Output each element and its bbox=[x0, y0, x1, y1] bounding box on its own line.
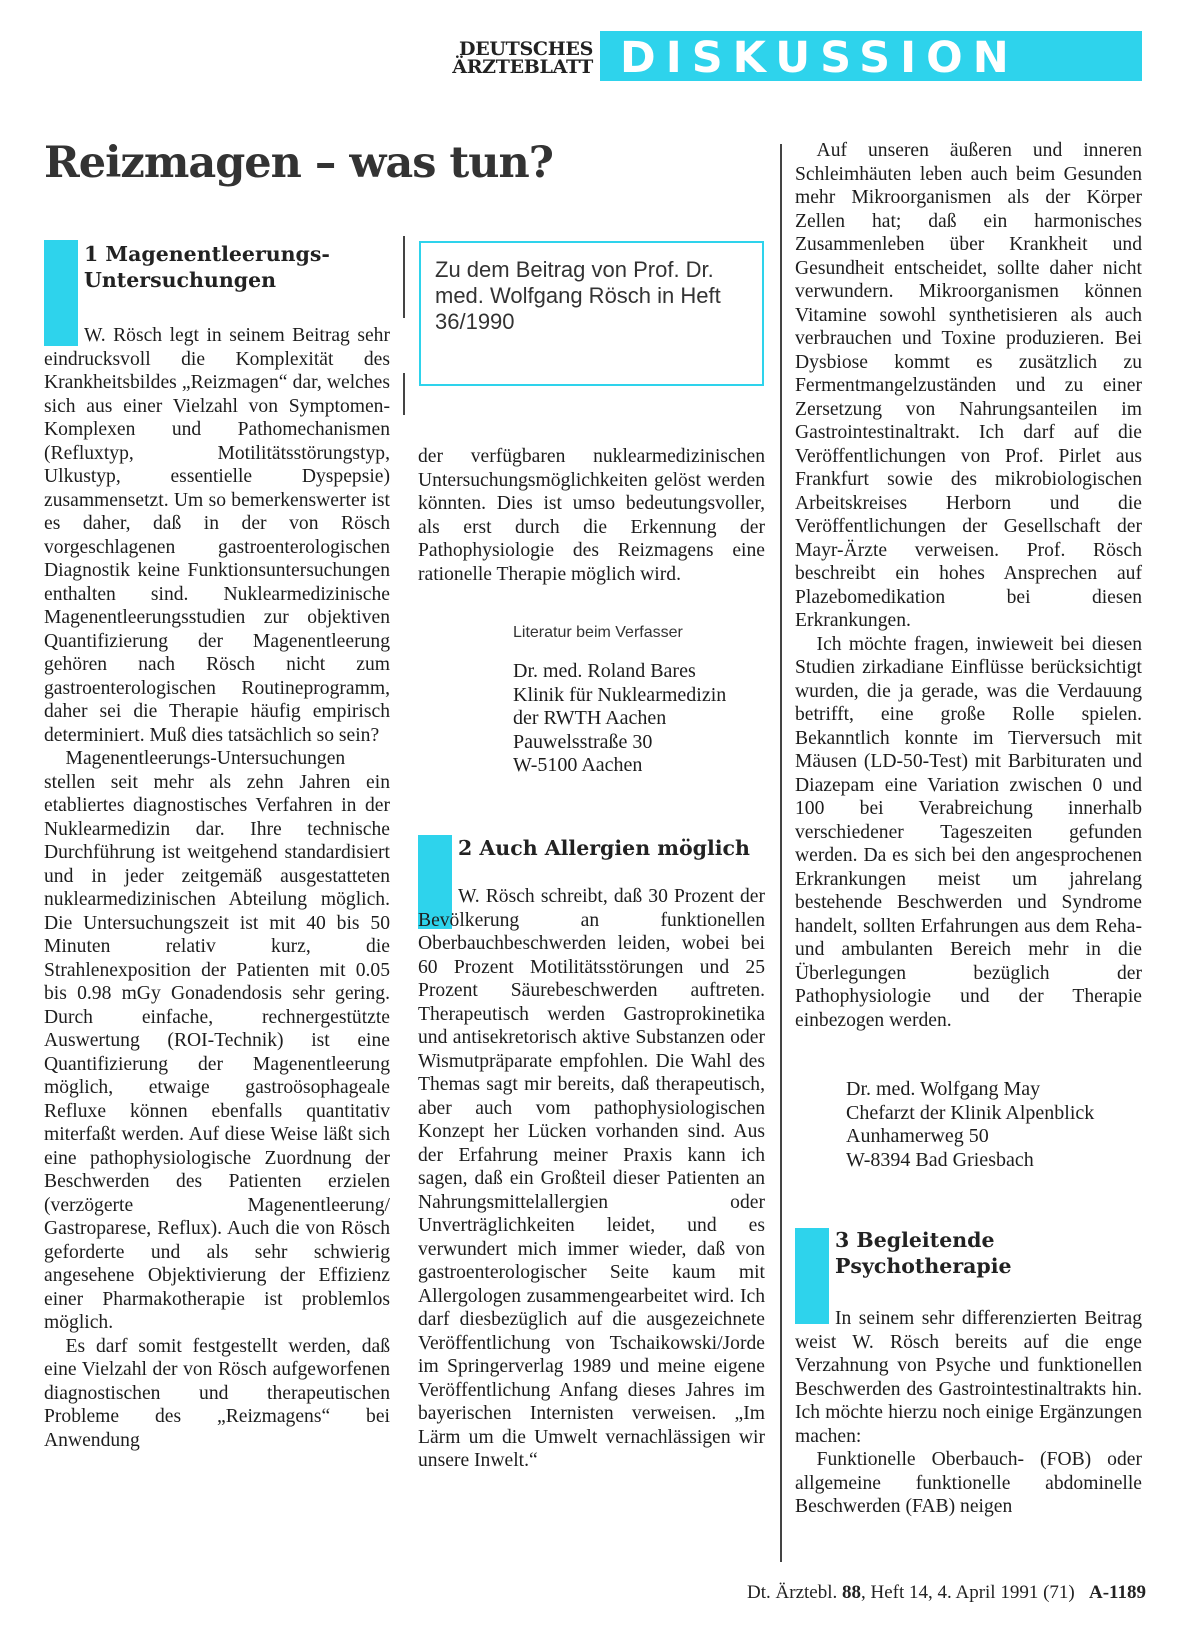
journal-masthead: DEUTSCHES ÄRZTEBLATT bbox=[452, 38, 593, 78]
section-heading-1 bbox=[84, 241, 330, 293]
paragraph: Es darf somit festgestellt werden, daß eine Vielzahl der von Rösch aufgeworfenen diagnostischen und therapeutischen Probleme des „Reizmagens“ bei Anwendung bbox=[44, 1335, 390, 1451]
author-line: Klinik für Nuklearmedizin bbox=[513, 683, 727, 706]
section-heading-3 bbox=[835, 1227, 1012, 1279]
section-banner bbox=[600, 31, 1142, 81]
author-address-2 bbox=[846, 1078, 1094, 1172]
paragraph: Ich möchte fragen, inwieweit bei diesen Studien zirkadiane Einflüsse berücksichtigt wurden, die ja gerade, was die Verdauung betrifft, eine große Rolle spielen. Bekanntlich konnte im Tierversuch mit Mäusen (LD-50-Test) mit Barbituraten und Diazepam eine Variation zwischen 0 und 100 bei Verabreichung innerhalb verschiedener Tageszeiten gefunden werden. Da es sich bei den angesprochenen Erkrankungen meist um jahrelang bestehende Beschwerden und Syndrome handelt, sollten Erfahrungen aus dem Reha- und ambulanten Bereich mehr in die Überlegungen bezüglich der Pathophysiologie und der Therapie einbezogen werden. bbox=[795, 633, 1142, 1031]
heading-line: Psychotherapie bbox=[835, 1254, 1012, 1278]
paragraph: Funktionelle Oberbauch- (FOB) oder allgemeine funktionelle abdominelle Beschwerden (FAB) neigen bbox=[795, 1449, 1142, 1517]
paragraph: W. Rösch schreibt, daß 30 Prozent der Bevölkerung an funktionellen Oberbauchbeschwerden leiden, wobei bei 60 Prozent Motilitätsstörungen und 25 Prozent Säurebeschwerden auftreten. Therapeutisch werden Gastroprokinetika und antisekretorisch aktive Substanzen oder Wismutpräparate empfohlen. Die Wahl des Themas sagt mir bereits, daß therapeutisch, aber auch vom pathophysiologischen Konzept her Lücken vorhanden sind. Aus der Erfahrung meiner Praxis kann ich sagen, daß ein Großteil dieser Patienten an Nahrungsmittelallergien oder Unverträglichkeiten leidet, und es verwundert mich immer wieder, daß von gastroenterologischer Seite kaum mit Allergologen zusammengearbeitet wird. Ich darf diesbezüglich auf die ausgezeichnete Veröffentlichung von Tschaikowski/Jorde im Springerverlag 1989 und meine eigene Veröffentlichung Anfang dieses Jahres im bayerischen Internisten verweisen. „Im Lärm um die Umwelt vernachlässigen wir unsere Inwelt.“ bbox=[418, 886, 765, 1471]
reference-box bbox=[419, 241, 764, 386]
author-line: Dr. med. Wolfgang May bbox=[846, 1078, 1041, 1100]
paragraph: In seinem sehr differenzierten Beitrag weist W. Rösch bereits auf die enge Verzahnung von Psyche und funktionellen Beschwerden des Gastrointestinaltrakts hin. Ich möchte hierzu noch einige Ergänzungen machen: bbox=[795, 1308, 1142, 1447]
author-line: Pauwelsstraße 30 bbox=[513, 730, 653, 753]
section-label: DISKUSSION bbox=[620, 33, 1019, 83]
column-rule bbox=[780, 144, 782, 1562]
paragraph: W. Rösch legt in seinem Beitrag sehr eindrucksvoll die Komplexität des Krankheitsbildes „Reizmagen“ dar, welches sich aus einer Vielzahl von Symptomen-Komplexen und Pathomechanismen (Refluxtyp, Motilitätsstörungstyp, Ulkustyp, essentielle Dyspepsie) zusammensetzt. Um so bemerkenswerter ist es daher, daß in der von Rösch vorgeschlagenen gastroenterologischen Diagnostik keine Funktionsuntersuchungen enthalten sind. Nuklearmedizinische Magenentleerungsstudien zur objektiven Quantifizierung der Magenentleerung gehören nach Rösch nicht zum gastroenterologischen Routineprogramm, daher sei die Therapie häufig empirisch determiniert. Muß dies tatsächlich so sein? bbox=[44, 325, 390, 746]
column-rule bbox=[403, 236, 405, 318]
author-line: W-5100 Aachen bbox=[513, 754, 643, 777]
column-3-letter-3 bbox=[795, 1307, 1142, 1519]
reference-text: Zu dem Beitrag von Prof. Dr. med. Wolfgang Rösch in Heft 36/1990 bbox=[435, 257, 721, 334]
column-2 bbox=[418, 445, 765, 586]
heading-line: 3 Begleitende bbox=[835, 1228, 995, 1252]
footer-volume: 88 bbox=[842, 1582, 862, 1603]
heading-line: 1 Magenentleerungs- bbox=[84, 242, 330, 266]
section-heading-2: 2 Auch Allergien möglich bbox=[458, 836, 750, 860]
author-line: Dr. med. Roland Bares bbox=[513, 660, 696, 682]
footer-citation: Dt. Ärztebl. bbox=[747, 1582, 843, 1603]
author-line: Aunhamerweg 50 bbox=[846, 1125, 989, 1148]
article-title: Reizmagen – was tun? bbox=[44, 138, 553, 188]
author-line: W-8394 Bad Griesbach bbox=[846, 1148, 1034, 1171]
column-2-letter-2 bbox=[418, 885, 765, 1473]
paragraph: Magenentleerungs-Untersuchungen stellen seit mehr als zehn Jahren ein etabliertes diagnostisches Verfahren in der Nuklearmedizin dar. Ihre technische Durchführung ist weitgehend standardisiert und in jeder zeitgemäß ausgestatteten nuklearmedizinischen Abteilung möglich. Die Untersuchungszeit ist mit 40 bis 50 Minuten relativ kurz, die Strahlenexposition der Patienten mit 0.05 bis 0.98 mGy Gonadendosis sehr gering. Durch einfache, rechnergestützte Auswertung (ROI-Technik) ist eine Quantifizierung der Magenentleerung möglich, etwaige gastroösophageale Refluxe können ebenfalls quantitativ miterfaßt werden. Auf diese Weise läßt sich eine pathophysiologische Zuordnung der Beschwerden des Patienten erzielen (verzögerte Magenentleerung/ Gastroparese, Reflux). Auch die von Rösch geforderte und als sehr schwierig angesehene Objektivierung der Effizienz einer Pharmakotherapie ist problemlos möglich. bbox=[44, 748, 390, 1333]
footer-issue: , Heft 14, 4. April 1991 (71) bbox=[861, 1582, 1075, 1603]
author-line: Chefarzt der Klinik Alpenblick bbox=[846, 1101, 1095, 1124]
page-footer bbox=[747, 1582, 1146, 1604]
paragraph: Auf unseren äußeren und inneren Schleimhäuten leben auch beim Gesunden mehr Mikroorganismen als der Körper Zellen hat; daß ein harmonisches Zusammenleben über Krankheit und Gesundheit entscheidet, sollte daher nicht verwundern. Mikroorganismen können Vitamine sowohl synthetisieren als auch verbrauchen und Toxine produzieren. Bei Dysbiose kommt es zusätzlich zu Fermentmangelzuständen und zu einer Zersetzung von Nahrungsanteilen im Gastrointestinaltrakt. Ich darf auf die Veröffentlichungen von Prof. Pirlet aus Frankfurt sowie des mikrobiologischen Arbeitskreises Herborn und die Veröffentlichungen der Gesellschaft der Mayr-Ärzte verweisen. Prof. Rösch beschreibt ein hohes Ansprechen auf Plazebomedikation bei diesen Erkrankungen. bbox=[795, 140, 1142, 631]
literature-note: Literatur beim Verfasser bbox=[513, 624, 683, 641]
column-3 bbox=[795, 139, 1142, 1032]
author-address-1 bbox=[513, 660, 726, 778]
author-line: der RWTH Aachen bbox=[513, 707, 667, 730]
column-1 bbox=[44, 324, 390, 1452]
heading-line: Untersuchungen bbox=[84, 268, 277, 292]
column-rule bbox=[403, 373, 405, 415]
paragraph: der verfügbaren nuklearmedizinischen Untersuchungsmöglichkeiten gelöst werden könnten. Dies ist umso bedeutungsvoller, als erst durch die Erkennung der Pathophysiologie des Reizmagens eine rationelle Therapie möglich wird. bbox=[418, 446, 765, 585]
footer-page-number: A-1189 bbox=[1089, 1582, 1146, 1603]
